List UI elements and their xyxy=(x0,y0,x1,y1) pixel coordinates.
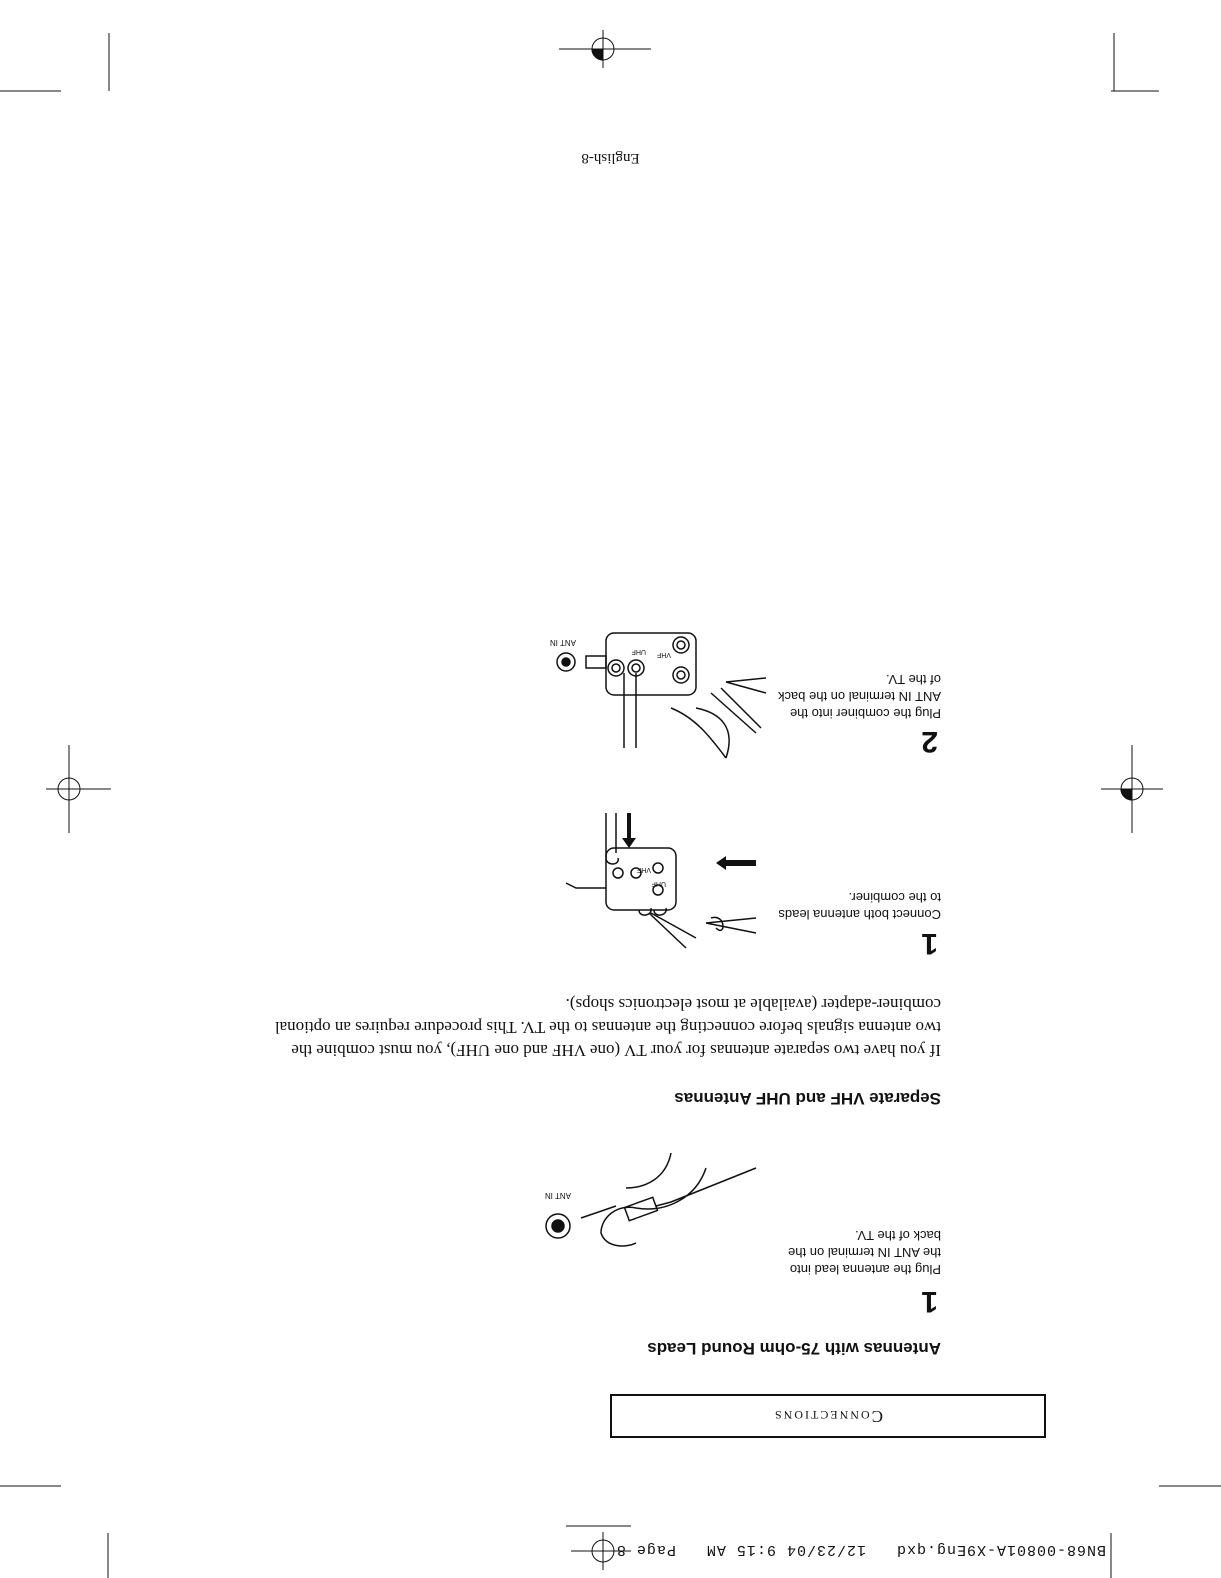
registration-mark-bottom xyxy=(559,30,651,68)
page-footer: English-8 xyxy=(581,150,640,166)
arrow-up-icon xyxy=(622,813,636,848)
arrow-left-icon xyxy=(716,856,756,870)
figure-label-ant-in: ANT IN xyxy=(544,1191,571,1200)
step-caption: Plug the antenna lead into the ANT IN terminal on the back of the TV. xyxy=(788,1228,941,1277)
registration-mark-left xyxy=(1101,745,1163,833)
ant-in-terminal-icon xyxy=(546,1214,570,1238)
registration-mark-right xyxy=(46,745,111,833)
slug-filename: BN68-00801A-X9Eng.qxd xyxy=(895,1541,1106,1558)
step2-number: 2 xyxy=(921,725,938,758)
separate-body: If you have two separate antennas for your TV (one VHF and one UHF), you must combine the two antenna signals before connecting the antennas to the TV. This procedure requires an optional combiner-adapter (available at most electronics shops). xyxy=(274,995,941,1060)
step1-caption: Connect both antenna leads to the combiner. xyxy=(778,890,941,922)
step1-number: 1 xyxy=(921,927,938,960)
step2-caption: Plug the combiner into the ANT IN terminal on the back of the TV. xyxy=(777,672,941,721)
section-title-box xyxy=(610,1394,1046,1438)
slug-page: Page 8 xyxy=(615,1541,676,1558)
section-title: Connections xyxy=(773,1407,884,1426)
combiner-connect-illustration xyxy=(546,788,766,958)
label-uhf: UHF xyxy=(651,880,666,887)
combiner-plug-illustration xyxy=(536,588,766,768)
label-ant-in: ANT IN xyxy=(549,638,576,647)
antenna-lead-plug-illustration xyxy=(526,1138,766,1288)
heading-separate: Separate VHF and UHF Antennas xyxy=(674,1089,941,1108)
heading-75-ohm: Antennas with 75-ohm Round Leads xyxy=(647,1339,941,1358)
printer-slug xyxy=(616,1541,1106,1558)
slug-datetime: 12/23/04 9:15 AM xyxy=(705,1541,866,1558)
label-vhf: VHF xyxy=(657,651,671,658)
ant-in-terminal-icon xyxy=(557,653,575,671)
step-number: 1 xyxy=(921,1285,938,1318)
label-uhf: UHF xyxy=(631,648,646,655)
label-vhf: VHF xyxy=(637,866,651,873)
